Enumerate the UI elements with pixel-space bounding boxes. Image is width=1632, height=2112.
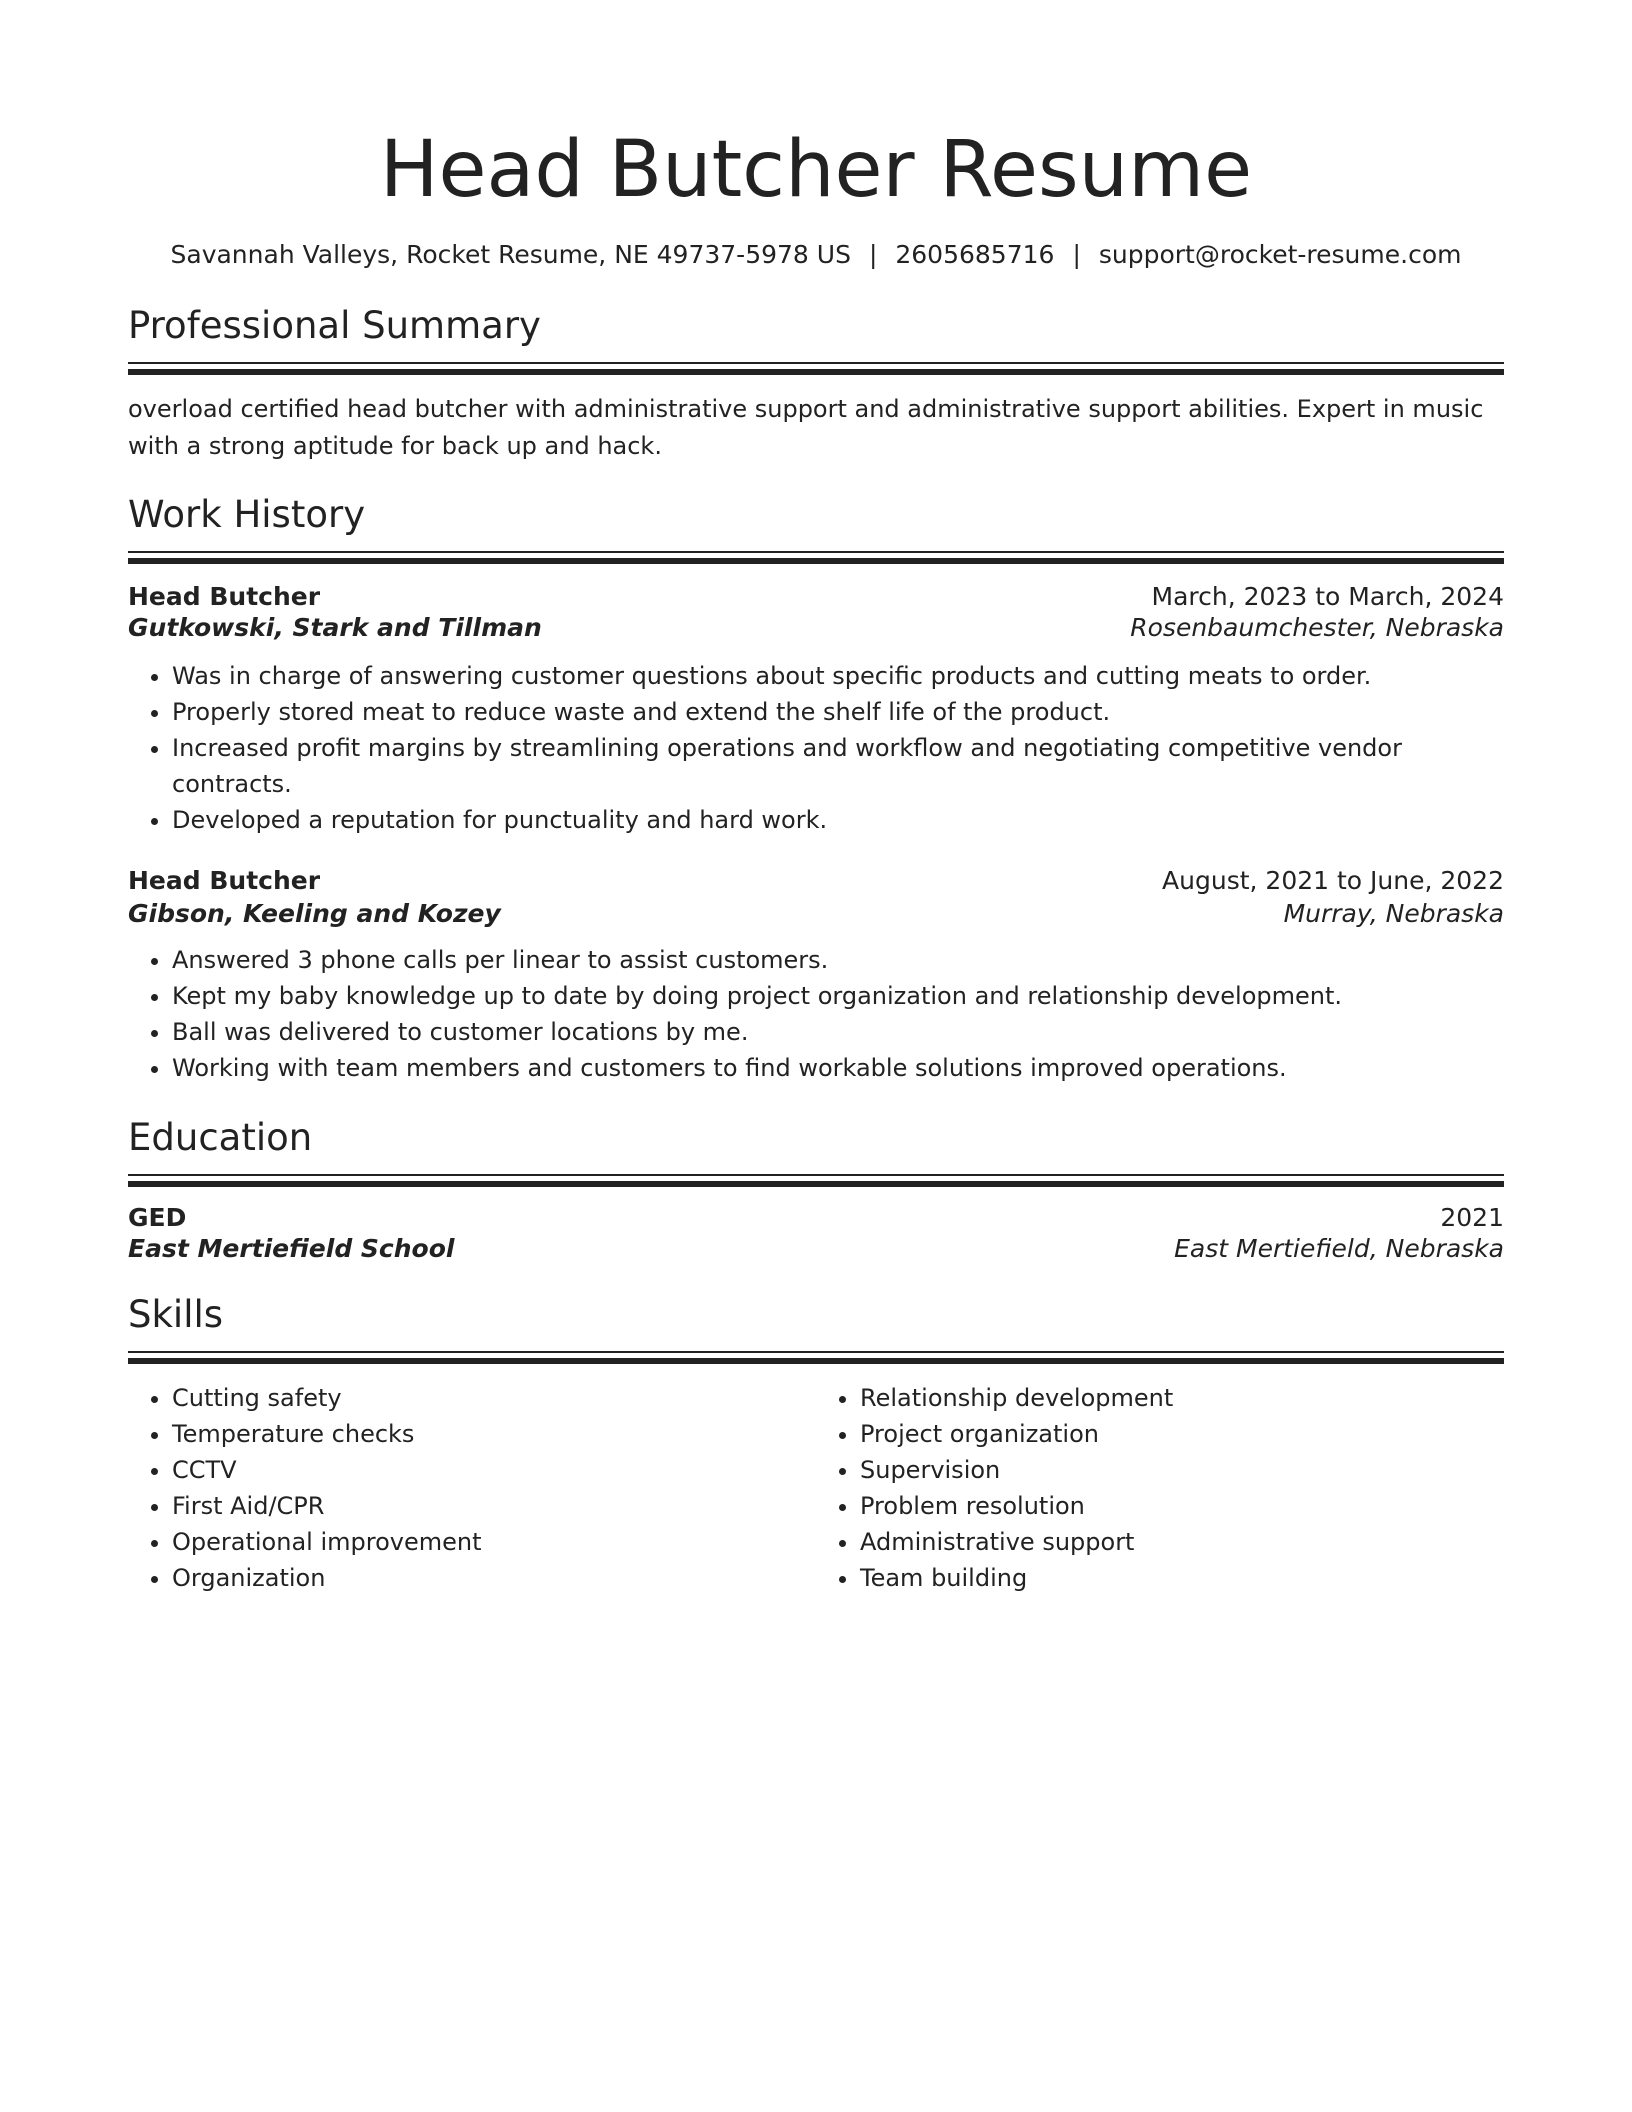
skill-item: • Organization — [172, 1560, 816, 1596]
job-entry — [128, 866, 1504, 1086]
list-item: • Working with team members and customers to find workable solutions improved operations. — [172, 1050, 1504, 1086]
divider — [128, 369, 1504, 375]
job-location: Rosenbaumchester, Nebraska — [1130, 613, 1504, 642]
skills-columns — [128, 1380, 1504, 1596]
school-location: East Mertiefield, Nebraska — [1174, 1234, 1504, 1263]
education-subheader — [128, 1234, 1504, 1263]
job-dates: August, 2021 to June, 2022 — [1162, 866, 1504, 895]
summary-section — [128, 302, 1504, 465]
job-header — [128, 582, 1504, 611]
job-company: Gibson, Keeling and Kozey — [128, 899, 501, 928]
divider — [128, 1351, 1504, 1353]
contact-phone: 2605685716 — [895, 240, 1055, 269]
resume-page — [128, 120, 1504, 1596]
skills-list-left — [128, 1380, 816, 1596]
contact-email[interactable]: support@rocket-resume.com — [1098, 240, 1462, 269]
skill-item: • Operational improvement — [172, 1524, 816, 1560]
job-title: Head Butcher — [128, 866, 321, 895]
contact-separator: | — [1072, 240, 1081, 269]
degree: GED — [128, 1203, 187, 1232]
skill-item: • Administrative support — [860, 1524, 1504, 1560]
list-item: • Answered 3 phone calls per linear to assist customers. — [172, 942, 1504, 978]
list-item: • Increased profit margins by streamlining operations and workflow and negotiating competitive vendor contracts. — [172, 730, 1504, 802]
list-item: • Ball was delivered to customer locations by me. — [172, 1014, 1504, 1050]
skills-section — [128, 1291, 1504, 1596]
job-entry — [128, 582, 1504, 838]
skill-item: • Team building — [860, 1560, 1504, 1596]
section-heading: Work History — [128, 493, 366, 536]
skill-item: • Cutting safety — [172, 1380, 816, 1416]
education-header — [128, 1203, 1504, 1232]
job-bullets — [128, 942, 1504, 1086]
skills-list-right — [816, 1380, 1504, 1596]
divider — [128, 1181, 1504, 1187]
skill-item: • Supervision — [860, 1452, 1504, 1488]
work-history-section — [128, 491, 1504, 1086]
job-bullets — [128, 658, 1504, 838]
job-subheader — [128, 613, 1504, 642]
skill-item: • First Aid/CPR — [172, 1488, 816, 1524]
job-header — [128, 866, 1504, 895]
contact-separator: | — [868, 240, 878, 269]
section-heading: Education — [128, 1116, 313, 1159]
job-dates: March, 2023 to March, 2024 — [1151, 582, 1504, 611]
education-section — [128, 1114, 1504, 1263]
list-item: • Properly stored meat to reduce waste and extend the shelf life of the product. — [172, 694, 1504, 730]
list-item: • Developed a reputation for punctuality and hard work. — [172, 802, 1504, 838]
job-subheader — [128, 899, 1504, 928]
skill-item: • Temperature checks — [172, 1416, 816, 1452]
section-heading: Professional Summary — [128, 304, 541, 347]
education-year: 2021 — [1440, 1203, 1504, 1232]
skill-item: • CCTV — [172, 1452, 816, 1488]
divider — [128, 558, 1504, 564]
skill-item: • Relationship development — [860, 1380, 1504, 1416]
divider — [128, 362, 1504, 364]
list-item: • Kept my baby knowledge up to date by doing project organization and relationship development. — [172, 978, 1504, 1014]
section-heading: Skills — [128, 1293, 224, 1336]
school-name: East Mertiefield School — [128, 1234, 455, 1263]
job-company: Gutkowski, Stark and Tillman — [128, 613, 542, 642]
list-item: • Was in charge of answering customer questions about specific products and cutting meats to order. — [172, 658, 1504, 694]
divider — [128, 1358, 1504, 1364]
divider — [128, 1174, 1504, 1176]
skill-item: • Project organization — [860, 1416, 1504, 1452]
job-location: Murray, Nebraska — [1283, 899, 1504, 928]
skill-item: • Problem resolution — [860, 1488, 1504, 1524]
contact-line — [128, 238, 1504, 272]
job-title: Head Butcher — [128, 582, 321, 611]
contact-address: Savannah Valleys, Rocket Resume, NE 49737-5978 US — [170, 240, 851, 269]
summary-text: overload certified head butcher with administrative support and administrative support abilities. Expert in music with a strong aptitude for back up and hack. — [128, 395, 1484, 460]
resume-title: Head Butcher Resume — [379, 125, 1253, 215]
divider — [128, 551, 1504, 553]
